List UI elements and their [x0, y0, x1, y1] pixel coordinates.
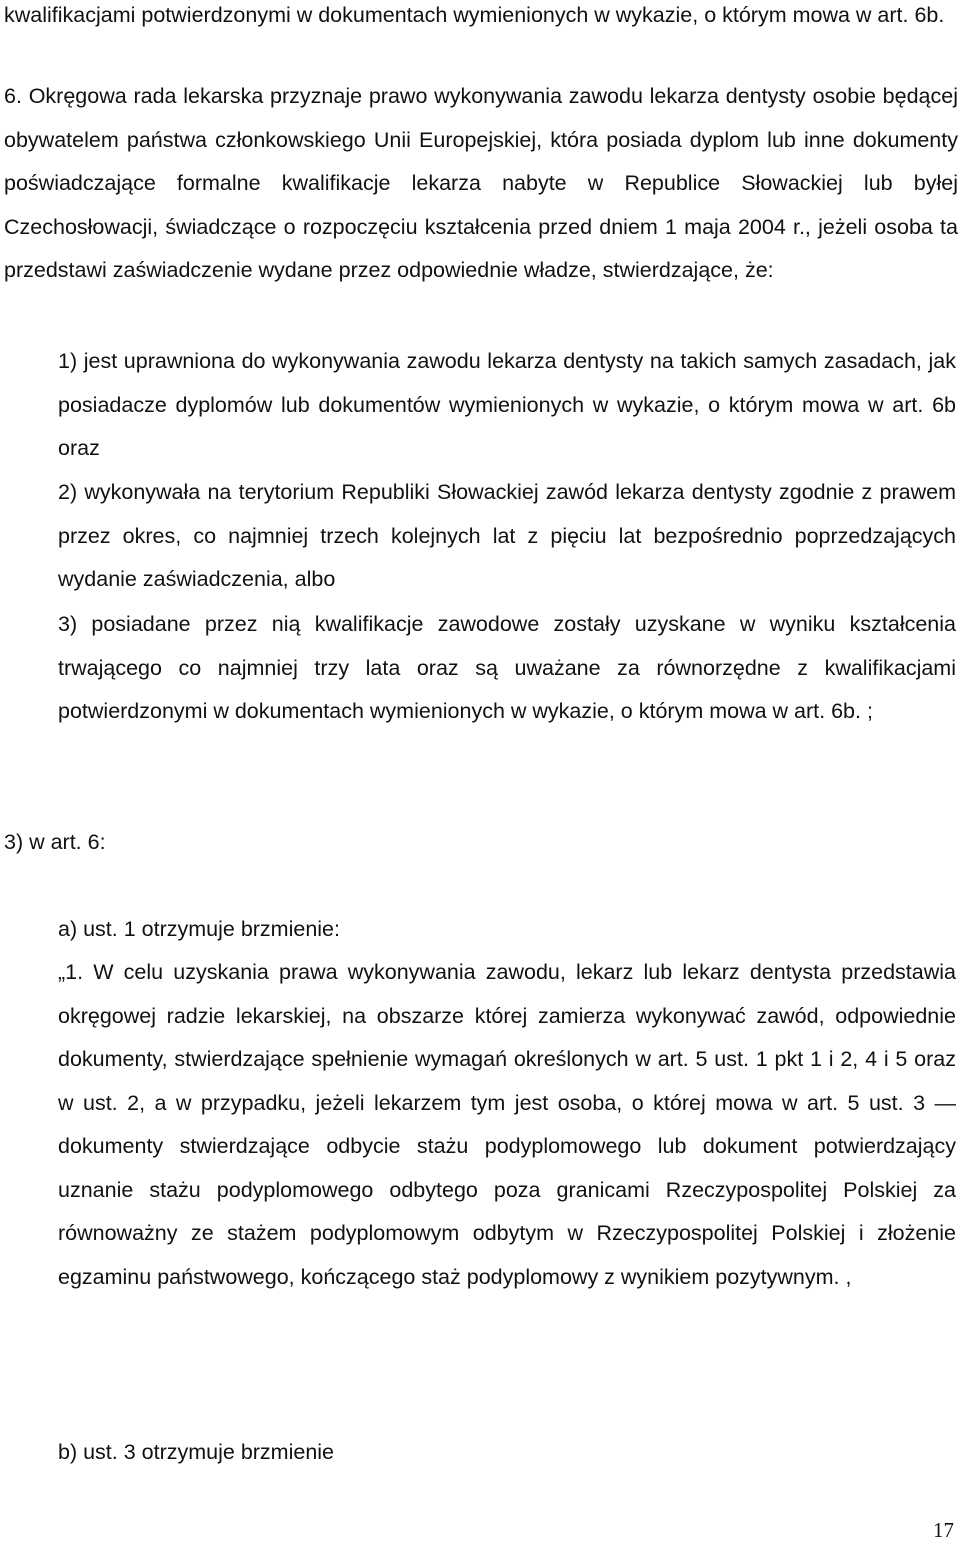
article-6-heading: 3) w art. 6:	[4, 830, 106, 854]
paragraph-continuation: kwalifikacjami potwierdzonymi w dokumentach wymienionych w wykazie, o którym mowa w art. 6b.	[4, 3, 945, 27]
point-3: 3) posiadane przez nią kwalifikacje zawodowe zostały uzyskane w wyniku kształcenia trwającego co najmniej trzy lata oraz są uważane za równorzędne z kwalifikacjami potwierdzonymi w dokumentach wymienionych w wykazie, o którym mowa w art. 6b. ;	[58, 612, 956, 723]
point-2: 2) wykonywała na terytorium Republiki Słowackiej zawód lekarza dentysty zgodnie z prawem przez okres, co najmniej trzech kolejnych lat z pięciu lat bezpośrednio poprzedzających wydanie zaświadczenia, albo	[58, 480, 956, 591]
paragraph-6: 6. Okręgowa rada lekarska przyznaje prawo wykonywania zawodu lekarza dentysty osobie będącej obywatelem państwa członkowskiego Unii Europejskiej, która posiada dyplom lub inne dokumenty poświadczające formalne kwalifikacje lekarza nabyte w Republice Słowackiej lub byłej Czechosłowacji, świadczące o rozpoczęciu kształcenia przed dniem 1 maja 2004 r., jeżeli osoba ta przedstawi zaświadczenie wydane przez odpowiednie władze, stwierdzające, że:	[4, 84, 958, 282]
point-1: 1) jest uprawniona do wykonywania zawodu lekarza dentysty na takich samych zasadach, jak posiadacze dyplomów lub dokumentów wymienionych w wykazie, o którym mowa w art. 6b oraz	[58, 349, 956, 460]
page-number: 17	[933, 1518, 954, 1542]
subpoint-a: a) ust. 1 otrzymuje brzmienie:	[58, 917, 340, 941]
subpoint-b: b) ust. 3 otrzymuje brzmienie	[58, 1440, 335, 1464]
quoted-paragraph-1: „1. W celu uzyskania prawa wykonywania zawodu, lekarz lub lekarz dentysta przedstawia okręgowej radzie lekarskiej, na obszarze której zamierza wykonywać zawód, odpowiednie dokumenty, stwierdzające spełnienie wymagań określonych w art. 5 ust. 1 pkt 1 i 2, 4 i 5 oraz w ust. 2, a w przypadku, jeżeli lekarzem tym jest osoba, o której mowa w art. 5 ust. 3 — dokumenty stwierdzające odbycie stażu podyplomowego lub dokument potwierdzający uznanie stażu podyplomowego odbytego poza granicami Rzeczypospolitej Polskiej za równoważny ze stażem podyplomowym odbytym w Rzeczypospolitej Polskiej i złożenie egzaminu państwowego, kończącego staż podyplomowy z wynikiem pozytywnym. ,	[58, 960, 956, 1289]
